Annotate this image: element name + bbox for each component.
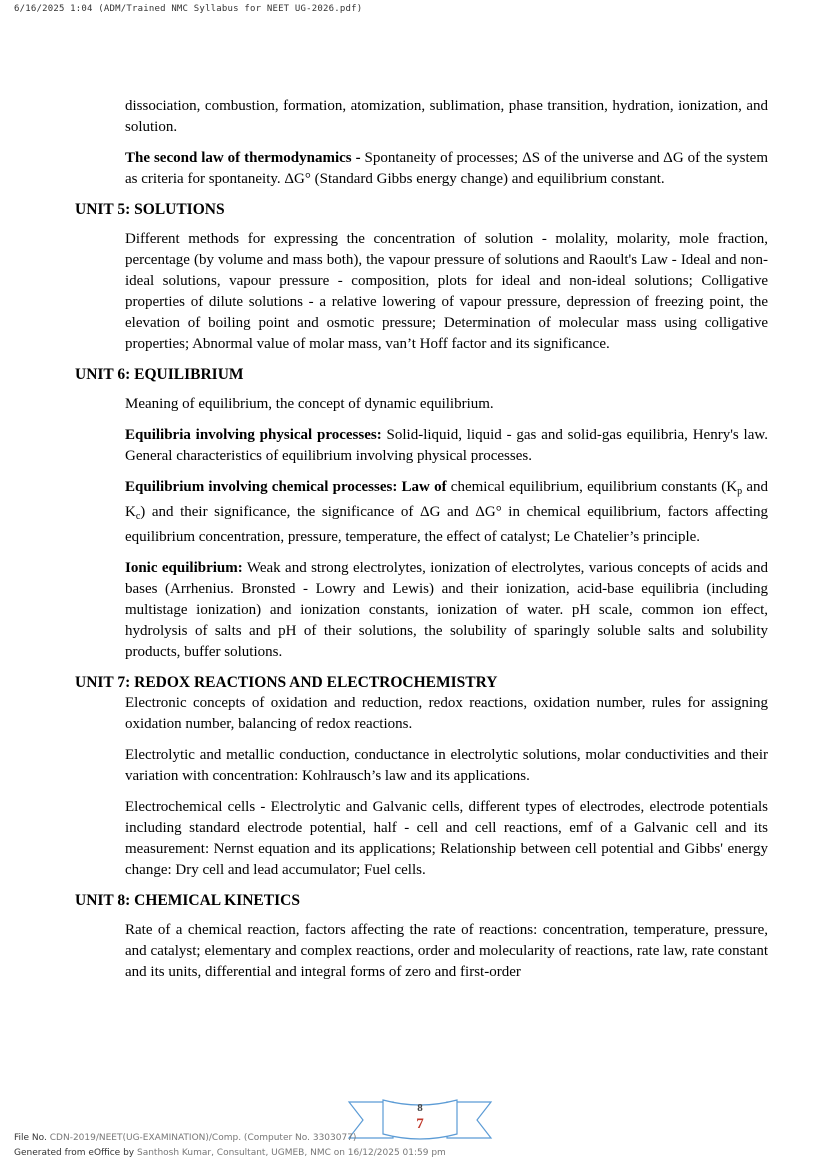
document-body: [0, 96, 827, 993]
paragraph-conduction: Electrolytic and metallic conduction, conductance in electrolytic solutions, molar conductivities and their variation with concentration: Kohlrausch’s law and its applications.: [125, 747, 768, 784]
unit-6-heading: UNIT 6: EQUILIBRIUM: [75, 366, 244, 383]
paragraph-physical-equilibria: Equilibria involving physical processes: Solid-liquid, liquid - gas and solid-gas equilibria, Henry's law. General characteristics of equilibrium involving physical processes.: [125, 427, 768, 464]
print-header: 6/16/2025 1:04 (ADM/Trained NMC Syllabus for NEET UG-2026.pdf): [14, 4, 363, 14]
page-number-banner: [347, 1098, 493, 1142]
page-number-underlay: 8: [417, 1102, 423, 1114]
paragraph-chemical-equilibria: Equilibrium involving chemical processes: Law of chemical equilibrium, equilibrium constants ($K_p$ and $K_c$) and their significance, the significance of ΔG and ΔG° in chemical equilibrium, factors affecting equilibrium concentration, pressure, temperature, the effect of catalyst; Le Chatelier’s principle.: [125, 479, 768, 545]
paragraph-ionic-equilibrium: Ionic equilibrium: Weak and strong electrolytes, ionization of electrolytes, various concepts of acids and bases (Arrhenius. Bronsted - Lowry and Lewis) and their ionization, acid-base equilibria (including multistage ionization) and ionization constants, ionization of water. pH scale, common ion effect, hydrolysis of salts and pH of their solutions, the solubility of sparingly soluble salts and solubility products, buffer solutions.: [125, 560, 768, 660]
page-number: 7: [416, 1116, 424, 1132]
paragraph-thermo-continued: dissociation, combustion, formation, atomization, sublimation, phase transition, hydration, ionization, and solution.: [125, 98, 768, 135]
paragraph-redox: Electronic concepts of oxidation and reduction, redox reactions, oxidation number, rules for assigning oxidation number, balancing of redox reactions.: [125, 695, 768, 732]
footer-generated: Generated from eOffice by Santhosh Kumar, Consultant, UGMEB, NMC on 16/12/2025 01:59 pm: [14, 1148, 446, 1158]
paragraph-electrochemical-cells: Electrochemical cells - Electrolytic and Galvanic cells, different types of electrodes, electrode potentials including standard electrode potential, half - cell and cell reactions, emf of a Galvanic cell and its measurement: Nernst equation and its applications; Relationship between cell potential and Gibbs' energy change: Dry cell and lead accumulator; Fuel cells.: [125, 799, 768, 878]
footer-file-no: File No. CDN-2019/NEET(UG-EXAMINATION)/Comp. (Computer No. 3303077): [14, 1133, 357, 1143]
second-law-heading: The second law of thermodynamics -: [125, 150, 361, 166]
paragraph-solutions: Different methods for expressing the concentration of solution - molality, molarity, mole fraction, percentage (by volume and mass both), the vapour pressure of solutions and Raoult's Law - Ideal and non-ideal solutions, vapour pressure - composition, plots for ideal and non-ideal solutions; Colligative properties of dilute solutions - a relative lowering of vapour pressure, depression of freezing point, the elevation of boiling point and osmotic pressure; Determination of molecular mass using colligative properties; Abnormal value of molar mass, van’t Hoff factor and its significance.: [125, 231, 768, 352]
unit-7-heading: UNIT 7: REDOX REACTIONS AND ELECTROCHEMISTRY: [75, 674, 498, 691]
paragraph-second-law: The second law of thermodynamics - Spontaneity of processes; ΔS of the universe and ΔG of the system as criteria for spontaneity. ΔG° (Standard Gibbs energy change) and equilibrium constant.: [125, 150, 768, 187]
paragraph-equilibrium-meaning: Meaning of equilibrium, the concept of dynamic equilibrium.: [125, 396, 494, 412]
paragraph-kinetics: Rate of a chemical reaction, factors affecting the rate of reactions: concentration, temperature, pressure, and catalyst; elementary and complex reactions, order and molecularity of reactions, rate law, rate constant and its units, differential and integral forms of zero and first-order: [125, 922, 768, 980]
unit-8-heading: UNIT 8: CHEMICAL KINETICS: [75, 892, 300, 909]
unit-5-heading: UNIT 5: SOLUTIONS: [75, 201, 225, 218]
